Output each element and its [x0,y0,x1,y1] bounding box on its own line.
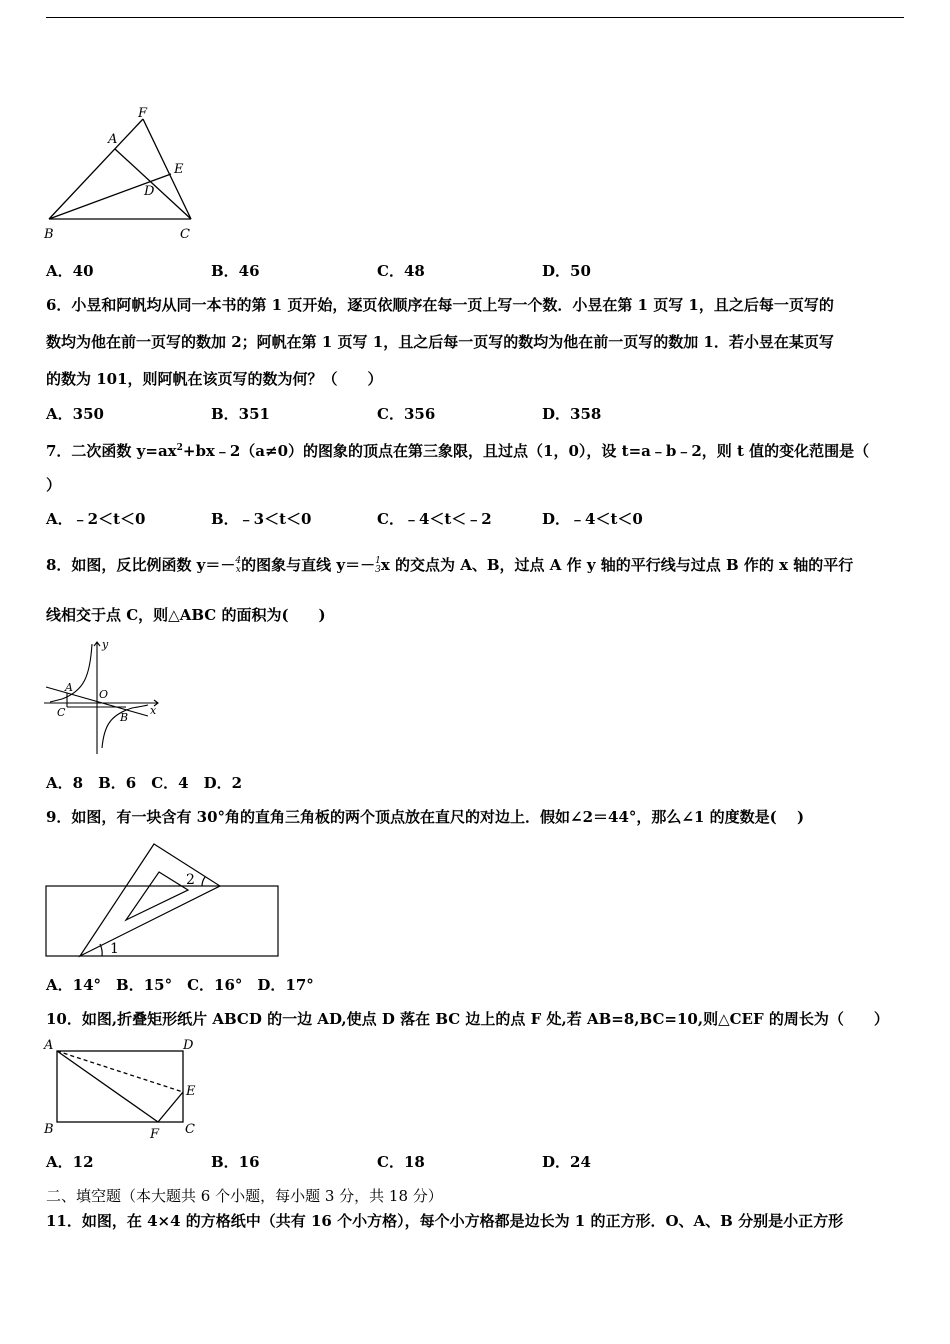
q10-line-1: 10．如图,折叠矩形纸片 ABCD 的一边 AD,使点 D 落在 BC 边上的点 F 处,若 AB=8,BC=10,则△CEF 的周长为（ ） [46,1010,889,1028]
q7-line-2: ） [46,476,62,494]
q10-option-b: B．16 [211,1153,260,1171]
q5-option-b: B．46 [211,262,260,280]
q10-option-d: D．24 [542,1153,591,1171]
label-E: E [186,1084,196,1099]
q10-rectangle-figure [40,1035,210,1145]
q6-line-2: 数均为他在前一页写的数加 2；阿帆在第 1 页写 1，且之后每一页写的数均为他在前一页写的数加 1．若小昱在某页写 [46,333,834,351]
q6-line-1: 6．小昱和阿帆均从同一本书的第 1 页开始，逐页依顺序在每一页上写一个数．小昱在第 1 页写 1，且之后每一页写的 [46,296,834,314]
q8-line-1 [46,555,853,575]
label-F: F [138,106,148,121]
q8-frac1-num: 4 [235,556,242,566]
q8-text-3: x 的交点为 A、B，过点 A 作 y 轴的平行线与过点 B 作的 x 轴的平行 [380,556,854,574]
label-D: D [183,1038,194,1053]
q7-text-a: 7．二次函数 y=ax [46,442,177,460]
label-B: B [44,227,54,242]
label-A: A [108,132,118,147]
q7-superscript: 2 [176,443,183,453]
header-rule [46,17,904,18]
label-A: A [65,681,73,694]
q7-line-1 [46,438,869,461]
q8-frac2-num: 1 [375,556,381,566]
q8-frac1-den: x [235,565,241,575]
q9-options: A．14° B．15° C．16° D．17° [46,976,314,994]
q6-option-a: A．350 [46,405,104,423]
section-2-heading: 二、填空题（本大题共 6 个小题，每小题 3 分，共 18 分） [46,1187,443,1205]
q7-option-a: A．﹣2＜t＜0 [46,510,146,528]
q7-option-c: C．﹣4＜t＜﹣2 [377,510,492,528]
q7-option-d: D．﹣4＜t＜0 [542,510,643,528]
q10-option-c: C．18 [377,1153,425,1171]
label-C: C [180,227,190,242]
label-C: C [57,706,66,719]
q8-graph-figure [40,636,165,761]
label-A: A [44,1038,54,1053]
q8-text-2: 的图象与直线 y＝－ [241,556,376,574]
q6-option-d: D．358 [542,405,602,423]
label-B: B [120,711,129,724]
q7-option-b: B．﹣3＜t＜0 [211,510,312,528]
label-D: D [144,184,155,199]
label-B: B [44,1122,54,1137]
q9-ruler-triangle-figure [44,840,284,962]
label-y: y [102,638,109,651]
q6-option-c: C．356 [377,405,436,423]
label-angle-1: 1 [110,941,119,957]
q6-line-3: 的数为 101，则阿帆在该页写的数为何？（ ） [46,370,383,388]
q5-option-c: C．48 [377,262,425,280]
q8-options: A．8 B．6 C．4 D．2 [46,774,243,792]
q5-option-d: D．50 [542,262,591,280]
q11-line-1: 11．如图，在 4×4 的方格纸中（共有 16 个小方格），每个小方格都是边长为 1 的正方形．O、A、B 分别是小正方形 [46,1212,844,1230]
q7-text-b: +bx﹣2（a≠0）的图象的顶点在第三象限，且过点（1，0），设 t=a﹣b﹣2，则 t 值的变化范围是（ [182,442,870,460]
q6-option-b: B．351 [211,405,270,423]
label-x: x [150,704,157,717]
q5-option-a: A．40 [46,262,94,280]
q10-option-a: A．12 [46,1153,94,1171]
label-E: E [174,162,184,177]
q8-frac2-den: 3 [375,565,381,575]
q8-text-1: 8．如图，反比例函数 y＝－ [46,556,236,574]
label-F: F [150,1127,160,1142]
q8-line-2: 线相交于点 C，则△ABC 的面积为( ) [46,606,326,624]
label-angle-2: 2 [186,872,195,888]
q5-triangle-figure [40,105,210,245]
label-O: O [99,688,109,701]
label-C: C [185,1122,195,1137]
q9-line-1: 9．如图，有一块含有 30°角的直角三角板的两个顶点放在直尺的对边上．假如∠2＝44°，那么∠1 的度数是( ) [46,808,805,826]
